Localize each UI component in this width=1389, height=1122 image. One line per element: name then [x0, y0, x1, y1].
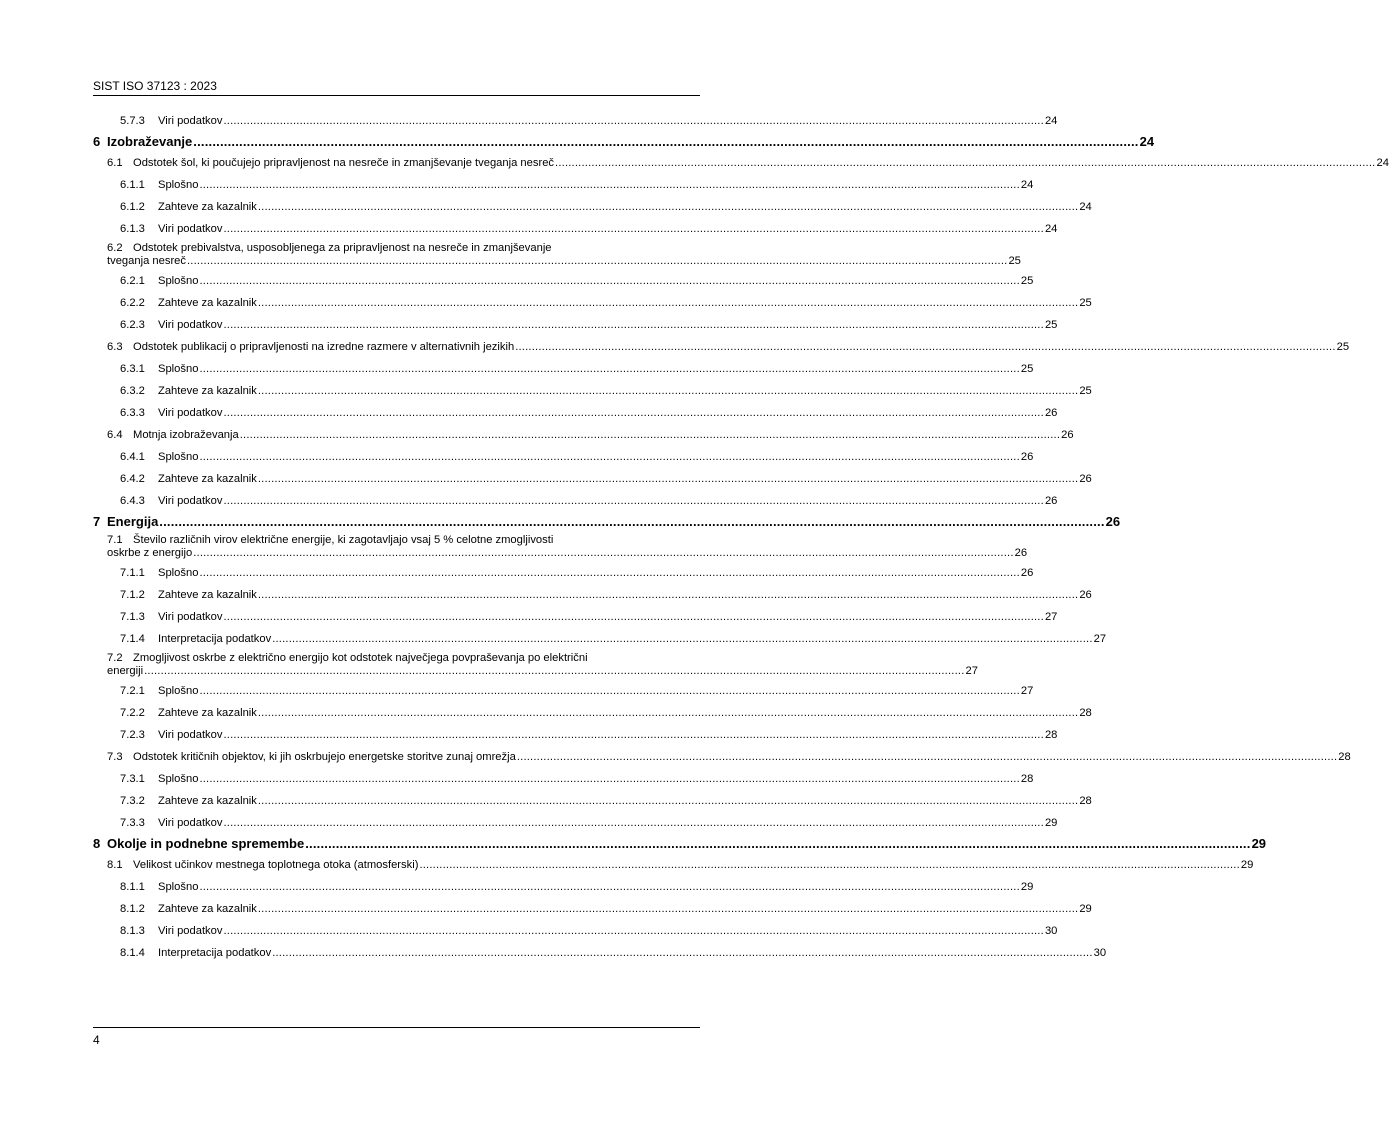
toc-entry-text-continued: energiji [107, 665, 144, 677]
toc-entry-text: Splošno [158, 567, 199, 579]
toc-entry-number: 7.3.1 [120, 773, 145, 785]
toc-entry-text: Izobraževanje [107, 134, 193, 149]
toc-leader-dots [223, 402, 1043, 424]
toc-entry-text: Interpretacija podatkov [158, 947, 272, 959]
toc-entry-text: Viri podatkov [158, 495, 223, 507]
toc-entry[interactable] [93, 152, 1389, 174]
toc-entry-text-continued: oskrbe z energijo [107, 547, 193, 559]
toc-entry-title [120, 468, 257, 490]
toc-entry-text: Zahteve za kazalnik [158, 201, 257, 213]
toc-page-number: 27 [965, 665, 978, 677]
toc-entry-number: 7.2.2 [120, 707, 145, 719]
toc-entry-title [120, 110, 222, 132]
toc-entry-title [120, 724, 222, 746]
toc-entry-text: Viri podatkov [158, 319, 223, 331]
toc-entry-text: Viri podatkov [158, 729, 223, 741]
toc-entry-number: 7.2.1 [120, 685, 145, 697]
toc-entry-number: 7.2.3 [120, 729, 145, 741]
toc-entry-text: Viri podatkov [158, 223, 223, 235]
toc-entry-title [107, 336, 514, 358]
toc-leader-dots [199, 174, 1019, 196]
toc-page-number: 29 [1020, 881, 1034, 893]
toc-entry-number: 7.1.2 [120, 589, 145, 601]
toc-entry[interactable] [93, 358, 1034, 380]
toc-entry-title [120, 358, 198, 380]
toc-entry[interactable] [93, 424, 1074, 446]
toc-page-number: 26 [1044, 495, 1058, 507]
toc-entry-text: Viri podatkov [158, 611, 223, 623]
toc-entry-number: 7.1.3 [120, 611, 145, 623]
toc-leader-dots [159, 512, 1104, 532]
toc-entry-text: Viri podatkov [158, 925, 223, 937]
toc-entry[interactable] [93, 920, 1058, 942]
toc-entry[interactable] [93, 270, 1034, 292]
toc-entry[interactable] [93, 446, 1034, 468]
toc-entry-number: 6.2 [107, 242, 123, 254]
toc-entry-title [120, 196, 257, 218]
toc-entry-number: 6.3 [107, 341, 123, 353]
toc-leader-dots [258, 898, 1078, 920]
toc-leader-dots [199, 358, 1019, 380]
toc-entry-text: Energija [107, 514, 159, 529]
toc-page-number: 28 [1020, 773, 1034, 785]
toc-page-number: 29 [1079, 903, 1092, 915]
toc-page-number: 24 [1139, 134, 1155, 149]
header-divider [93, 95, 700, 96]
toc-entry-title [120, 490, 222, 512]
toc-leader-dots [272, 942, 1092, 964]
toc-entry-text: Število različnih virov električne energije, ki zagotavljajo vsaj 5 % celotne zmogljivosti [133, 534, 554, 546]
toc-entry-title [120, 920, 222, 942]
toc-page-number: 26 [1020, 451, 1034, 463]
toc-entry[interactable] [93, 132, 1155, 152]
toc-entry-title [120, 292, 257, 314]
toc-leader-dots [258, 196, 1078, 218]
toc-leader-dots [258, 584, 1078, 606]
toc-entry-text: Odstotek kritičnih objektov, ki jih oskrbujejo energetske storitve zunaj omrežja [133, 751, 516, 763]
toc-entry-title [107, 533, 553, 547]
toc-leader-dots [258, 292, 1078, 314]
toc-entry-title [107, 854, 418, 876]
toc-entry-text: Zahteve za kazalnik [158, 473, 257, 485]
toc-entry-title [107, 746, 516, 768]
page-number: 4 [93, 1033, 100, 1047]
toc-entry-title [120, 812, 222, 834]
toc-entry-number: 7.1.1 [120, 567, 145, 579]
toc-entry-text-continued: tveganja nesreč [107, 255, 186, 267]
toc-entry-number: 6.2.2 [120, 297, 145, 309]
toc-leader-dots [240, 424, 1060, 446]
toc-entry[interactable] [93, 562, 1034, 584]
toc-entry-number: 6.3.3 [120, 407, 145, 419]
toc-entry-number: 6 [93, 134, 101, 149]
toc-page-number: 25 [1336, 341, 1350, 353]
toc-page-number: 25 [1020, 275, 1034, 287]
toc-entry[interactable] [93, 790, 1092, 812]
toc-entry-number: 7.3.3 [120, 817, 145, 829]
toc-entry-text: Splošno [158, 685, 199, 697]
toc-entry[interactable] [93, 110, 1058, 132]
toc-page-number: 30 [1093, 947, 1107, 959]
toc-entry[interactable] [93, 584, 1092, 606]
toc-entry-text: Motnja izobraževanja [133, 429, 239, 441]
toc-entry-number: 6.3.2 [120, 385, 145, 397]
toc-entry-title [120, 628, 271, 650]
toc-page-number: 26 [1020, 567, 1034, 579]
toc-leader-dots [199, 446, 1019, 468]
toc-entry-title [120, 270, 198, 292]
toc-leader-dots [305, 834, 1250, 854]
toc-leader-dots [199, 270, 1019, 292]
toc-entry[interactable] [93, 702, 1092, 724]
toc-leader-dots [223, 920, 1043, 942]
toc-leader-dots [144, 664, 964, 678]
toc-leader-dots [223, 314, 1043, 336]
table-of-contents [93, 110, 1389, 964]
toc-entry-title [120, 606, 222, 628]
toc-page-number: 26 [1079, 473, 1092, 485]
toc-entry[interactable] [93, 854, 1254, 876]
toc-entry-number: 8.1.3 [120, 925, 145, 937]
toc-entry-number: 7.1.4 [120, 633, 145, 645]
toc-leader-dots [199, 680, 1019, 702]
toc-entry-number: 5.7.3 [120, 115, 145, 127]
toc-entry[interactable] [93, 196, 1092, 218]
toc-page-number: 28 [1079, 707, 1092, 719]
toc-page-number: 27 [1044, 611, 1058, 623]
toc-entry[interactable] [93, 898, 1092, 920]
toc-leader-dots [258, 380, 1078, 402]
toc-entry-title [120, 702, 257, 724]
toc-leader-dots [258, 790, 1078, 812]
toc-entry-title [107, 651, 588, 665]
toc-leader-dots [258, 702, 1078, 724]
toc-leader-dots [223, 110, 1043, 132]
toc-entry-title [107, 152, 554, 174]
toc-entry-title [120, 218, 222, 240]
toc-page-number: 29 [1044, 817, 1058, 829]
toc-entry-text: Zahteve za kazalnik [158, 297, 257, 309]
toc-entry-number: 6.3.1 [120, 363, 145, 375]
toc-entry-number: 8.1 [107, 859, 123, 871]
toc-leader-dots [193, 132, 1138, 152]
toc-entry-number: 8.1.1 [120, 881, 145, 893]
toc-page-number: 24 [1376, 157, 1389, 169]
toc-leader-dots [515, 336, 1335, 358]
toc-entry[interactable] [93, 532, 1028, 562]
toc-entry-text: Splošno [158, 773, 199, 785]
toc-entry-title [120, 174, 198, 196]
toc-page-number: 27 [1020, 685, 1034, 697]
toc-entry-number: 7 [93, 514, 101, 529]
toc-page-number: 26 [1079, 589, 1092, 601]
toc-leader-dots [258, 468, 1078, 490]
toc-entry-title [107, 424, 239, 446]
toc-entry-text: Splošno [158, 881, 199, 893]
toc-entry-text: Interpretacija podatkov [158, 633, 272, 645]
toc-entry-title [93, 132, 192, 152]
toc-entry-title [120, 680, 198, 702]
toc-entry-number: 6.1.2 [120, 201, 145, 213]
toc-entry-number: 7.3.2 [120, 795, 145, 807]
toc-page-number: 26 [1044, 407, 1058, 419]
toc-entry-title [107, 241, 552, 255]
toc-entry[interactable] [93, 834, 1267, 854]
toc-entry-text: Splošno [158, 179, 199, 191]
toc-entry-text: Velikost učinkov mestnega toplotnega otoka (atmosferski) [133, 859, 419, 871]
toc-entry[interactable] [93, 240, 1021, 270]
toc-page-number: 27 [1093, 633, 1107, 645]
toc-entry-title [120, 898, 257, 920]
toc-leader-dots [199, 562, 1019, 584]
toc-page-number: 25 [1079, 385, 1092, 397]
toc-page-number: 26 [1014, 547, 1028, 559]
toc-entry-number: 8 [93, 836, 101, 851]
toc-entry-title [120, 790, 257, 812]
toc-page-number: 24 [1044, 115, 1058, 127]
toc-entry[interactable] [93, 174, 1034, 196]
toc-entry-text: Splošno [158, 451, 199, 463]
toc-entry-title [93, 834, 304, 854]
toc-entry-title [120, 402, 222, 424]
toc-page-number: 24 [1044, 223, 1058, 235]
toc-page-number: 30 [1044, 925, 1058, 937]
toc-entry-text: Okolje in podnebne spremembe [107, 836, 305, 851]
toc-leader-dots [223, 724, 1043, 746]
toc-entry-text: Odstotek šol, ki poučujejo pripravljenost na nesreče in zmanjševanje tveganja nesreč [133, 157, 555, 169]
toc-entry-title [120, 942, 271, 964]
toc-entry-number: 8.1.2 [120, 903, 145, 915]
toc-entry-title [93, 512, 158, 532]
toc-entry-number: 7.3 [107, 751, 123, 763]
toc-leader-dots [187, 254, 1007, 268]
toc-entry-number: 6.1.1 [120, 179, 145, 191]
toc-entry-title [120, 314, 222, 336]
toc-entry[interactable] [93, 768, 1034, 790]
toc-leader-dots [272, 628, 1092, 650]
toc-entry-text: Zahteve za kazalnik [158, 589, 257, 601]
toc-leader-dots [223, 218, 1043, 240]
toc-entry-number: 6.4.3 [120, 495, 145, 507]
toc-entry-title [120, 562, 198, 584]
toc-entry-number: 8.1.4 [120, 947, 145, 959]
toc-entry-title [120, 768, 198, 790]
toc-page-number: 24 [1020, 179, 1034, 191]
toc-entry-number: 7.1 [107, 534, 123, 546]
toc-entry-title [120, 584, 257, 606]
toc-page-number: 25 [1020, 363, 1034, 375]
toc-entry-text: Zahteve za kazalnik [158, 903, 257, 915]
toc-entry[interactable] [93, 606, 1058, 628]
toc-page-number: 29 [1240, 859, 1254, 871]
toc-entry-text: Viri podatkov [158, 817, 223, 829]
toc-entry-number: 6.4.1 [120, 451, 145, 463]
toc-entry[interactable] [93, 650, 978, 680]
toc-entry[interactable] [93, 628, 1107, 650]
toc-page-number: 28 [1044, 729, 1058, 741]
toc-leader-dots [223, 606, 1043, 628]
toc-entry[interactable] [93, 336, 1350, 358]
toc-leader-dots [223, 490, 1043, 512]
toc-entry[interactable] [93, 468, 1092, 490]
toc-entry[interactable] [93, 876, 1034, 898]
toc-entry-title [120, 446, 198, 468]
toc-entry[interactable] [93, 746, 1351, 768]
toc-entry-number: 7.2 [107, 652, 123, 664]
toc-entry-text: Zahteve za kazalnik [158, 385, 257, 397]
toc-entry-text: Odstotek publikacij o pripravljenosti na izredne razmere v alternativnih jezikih [133, 341, 515, 353]
toc-entry[interactable] [93, 292, 1092, 314]
toc-entry[interactable] [93, 402, 1058, 424]
toc-page-number: 25 [1079, 297, 1092, 309]
toc-leader-dots [199, 876, 1019, 898]
toc-entry[interactable] [93, 490, 1058, 512]
toc-entry[interactable] [93, 724, 1058, 746]
toc-entry-number: 6.2.3 [120, 319, 145, 331]
toc-leader-dots [419, 854, 1239, 876]
toc-leader-dots [199, 768, 1019, 790]
toc-entry-text: Odstotek prebivalstva, usposobljenega za pripravljenost na nesreče in zmanjševanje [133, 242, 552, 254]
toc-entry-text: Splošno [158, 363, 199, 375]
toc-page-number: 28 [1338, 751, 1351, 763]
toc-page-number: 28 [1079, 795, 1092, 807]
toc-entry-text: Splošno [158, 275, 199, 287]
toc-page-number: 25 [1044, 319, 1058, 331]
toc-leader-dots [193, 546, 1013, 560]
toc-entry-title [120, 380, 257, 402]
toc-page-number: 26 [1061, 429, 1074, 441]
toc-entry-text: Zmogljivost oskrbe z električno energijo kot odstotek največjega povpraševanja po električni [133, 652, 588, 664]
toc-entry[interactable] [93, 314, 1058, 336]
toc-entry-text: Viri podatkov [158, 115, 223, 127]
document-header: SIST ISO 37123 : 2023 [93, 79, 217, 93]
toc-entry-number: 6.1 [107, 157, 123, 169]
toc-page-number: 29 [1251, 836, 1267, 851]
toc-page-number: 25 [1008, 255, 1021, 267]
toc-leader-dots [223, 812, 1043, 834]
toc-entry[interactable] [93, 380, 1092, 402]
toc-entry-number: 6.2.1 [120, 275, 145, 287]
toc-entry[interactable] [93, 218, 1058, 240]
toc-entry[interactable] [93, 512, 1121, 532]
toc-entry-number: 6.4.2 [120, 473, 145, 485]
toc-entry[interactable] [93, 680, 1034, 702]
toc-entry-number: 6.1.3 [120, 223, 145, 235]
toc-entry-text: Zahteve za kazalnik [158, 795, 257, 807]
footer-divider [93, 1027, 700, 1028]
toc-page-number: 24 [1079, 201, 1092, 213]
toc-leader-dots [555, 152, 1375, 174]
toc-page-number: 26 [1105, 514, 1121, 529]
toc-entry-text: Viri podatkov [158, 407, 223, 419]
toc-entry[interactable] [93, 812, 1058, 834]
toc-entry[interactable] [93, 942, 1107, 964]
toc-entry-text: Zahteve za kazalnik [158, 707, 257, 719]
toc-leader-dots [517, 746, 1337, 768]
toc-entry-title [120, 876, 198, 898]
toc-entry-number: 6.4 [107, 429, 123, 441]
